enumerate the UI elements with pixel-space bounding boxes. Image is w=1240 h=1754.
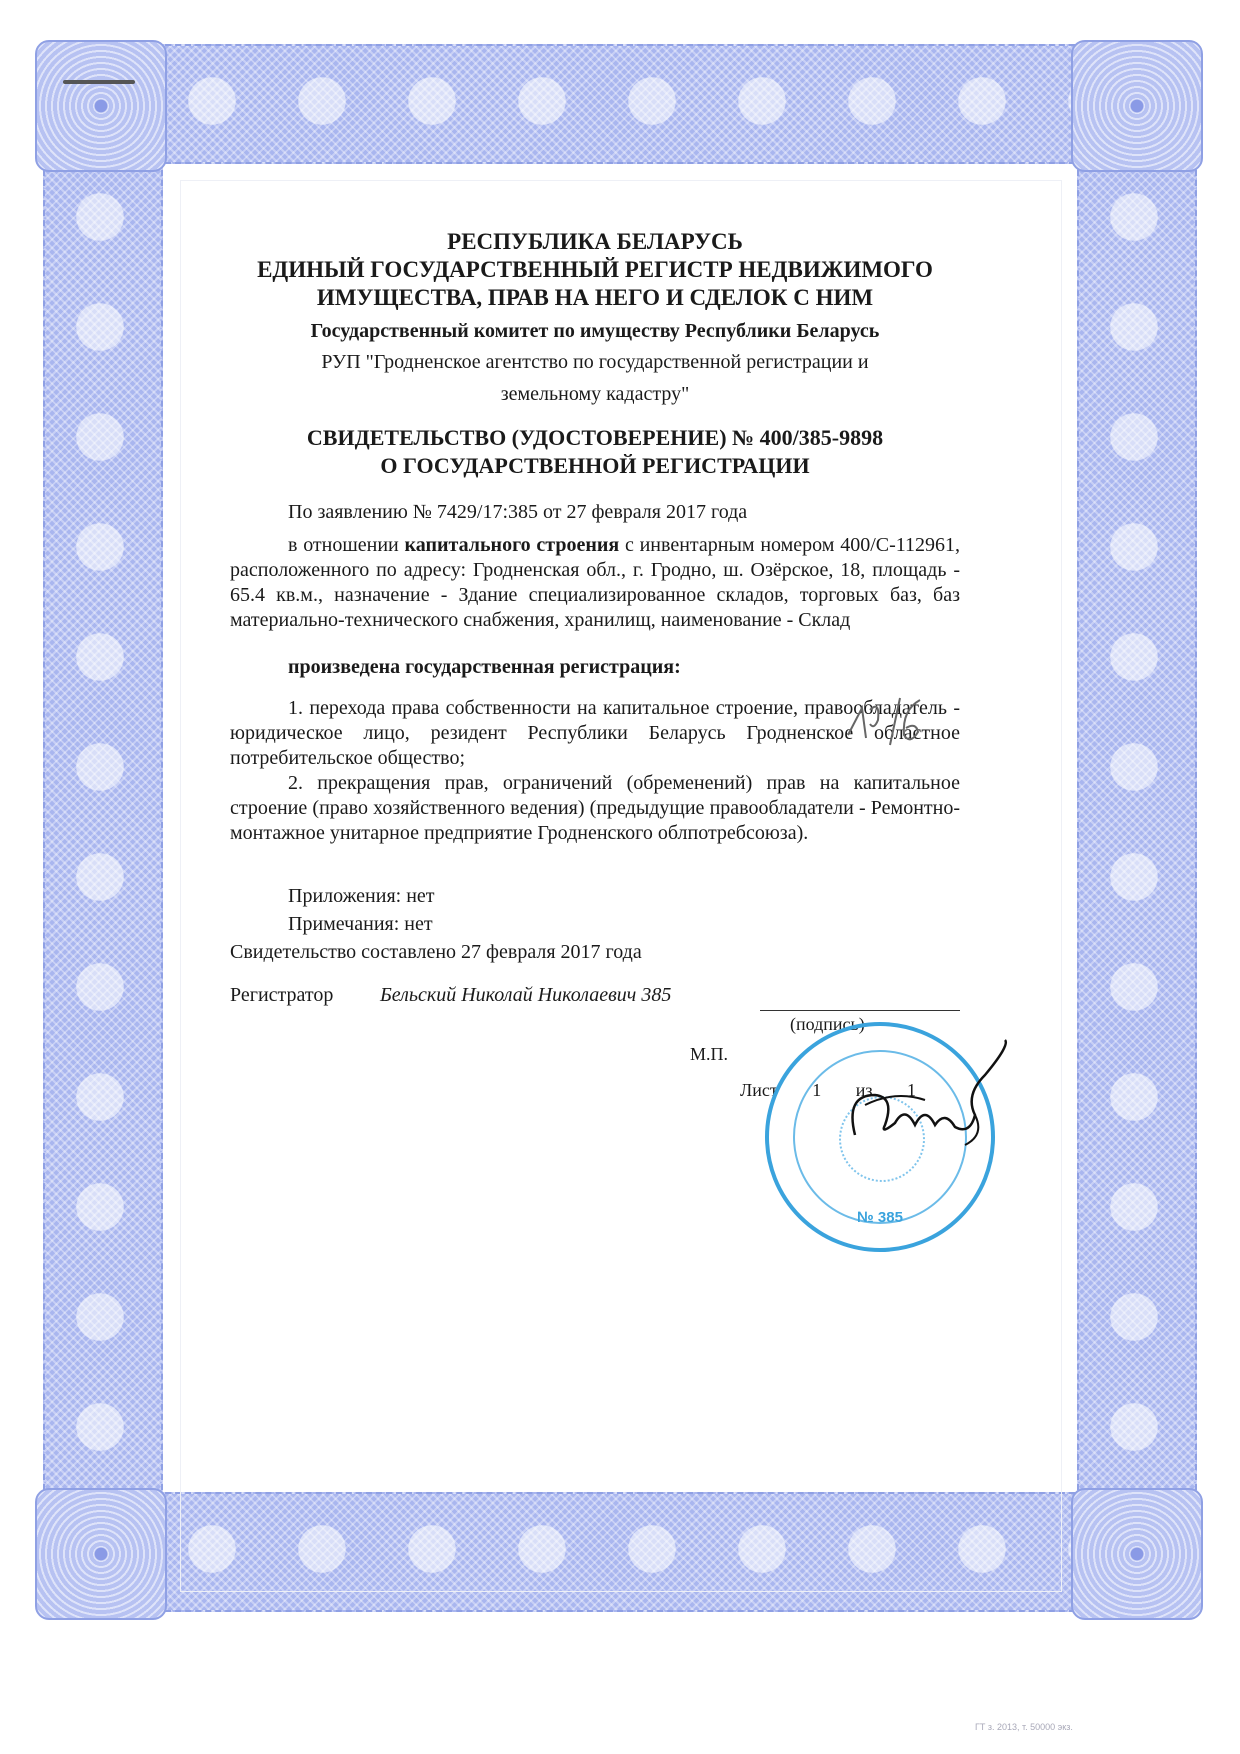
certificate-title-line1: СВИДЕТЕЛЬСТВО (УДОСТОВЕРЕНИЕ) № 400/385-9898 xyxy=(306,425,884,450)
object-prefix: в отношении xyxy=(288,534,405,556)
seal-number: № 385 xyxy=(857,1209,903,1226)
sheet-label: Лист xyxy=(740,1080,778,1100)
sheet-of: из xyxy=(855,1080,873,1100)
certificate-body xyxy=(230,200,961,1100)
registry-heading-line2: ИМУЩЕСТВА, ПРАВ НА НЕГО И СДЕЛОК С НИМ xyxy=(316,285,874,310)
application-line: По заявлению № 7429/17:385 от 27 февраля 2017 года xyxy=(288,501,748,523)
country-heading: РЕСПУБЛИКА БЕЛАРУСЬ xyxy=(447,229,743,254)
registry-heading-line1: ЕДИНЫЙ ГОСУДАРСТВЕННЫЙ РЕГИСТР НЕДВИЖИМОГО xyxy=(257,257,933,282)
sheet-current: 1 xyxy=(812,1080,822,1100)
list-item: 2. прекращения прав, ограничений (обременений) прав на капитальное строение (право хозяйственного ведения) (предыдущие правообладатели - Ремонтно-монтажное унитарное предприятие Гродненского облпотребсоюза). xyxy=(230,772,960,844)
object-description xyxy=(230,533,960,633)
frame-left-band xyxy=(43,160,163,1500)
frame-corner-ornament-icon xyxy=(1071,40,1203,172)
committee-heading: Государственный комитет по имуществу Республики Беларусь xyxy=(310,320,880,342)
object-details: с инвентарным номером 400/С-112961, расположенного по адресу: Гродненская обл., г. Гродно, ш. Озёрское, 18, площадь - 65.4 кв.м., назначение - Здание специализированное складов, торговых баз, баз материально-технического снабжения, хранилищ, наименование - Склад xyxy=(230,534,961,631)
handwritten-note-icon xyxy=(840,690,930,750)
frame-corner-ornament-icon xyxy=(1071,1488,1203,1620)
sheet-total: 1 xyxy=(906,1080,916,1100)
signature-line xyxy=(760,1010,960,1011)
scan-artifact xyxy=(63,80,135,84)
signature-icon xyxy=(835,1035,1025,1155)
signature-caption: (подпись) xyxy=(790,1014,865,1034)
frame-top-band xyxy=(155,44,1085,164)
realt-watermark: REaLT xyxy=(940,1641,1130,1706)
frame-right-band xyxy=(1077,160,1197,1500)
attachments-line: Приложения: нет xyxy=(288,885,435,907)
remarks-line: Примечания: нет xyxy=(288,913,433,935)
object-type: капитального строения xyxy=(404,534,620,556)
print-run-info: ГТ з. 2013, т. 50000 экз. xyxy=(975,1722,1073,1732)
registrar-row xyxy=(230,984,960,1100)
registrar-name: Бельский Николай Николаевич 385 xyxy=(380,984,672,1006)
frame-corner-ornament-icon xyxy=(35,1488,167,1620)
registration-done-heading: произведена государственная регистрация: xyxy=(288,656,681,678)
frame-corner-ornament-icon xyxy=(35,40,167,172)
issued-date-line: Свидетельство составлено 27 февраля 2017 года xyxy=(230,941,642,963)
agency-line2: земельному кадастру" xyxy=(500,383,690,405)
certificate-title-line2: О ГОСУДАРСТВЕННОЙ РЕГИСТРАЦИИ xyxy=(380,453,810,478)
seal-place-label: М.П. xyxy=(690,1044,729,1064)
list-item: 1. перехода права собственности на капитальное строение, правообладатель - юридическое лицо, резидент Республики Беларусь Гродненское областное потребительское общество; xyxy=(230,697,960,769)
notes-section xyxy=(230,882,960,938)
registrar-label: Регистратор xyxy=(230,984,334,1006)
agency-line1: РУП "Гродненское агентство по государственной регистрации и xyxy=(321,351,869,373)
